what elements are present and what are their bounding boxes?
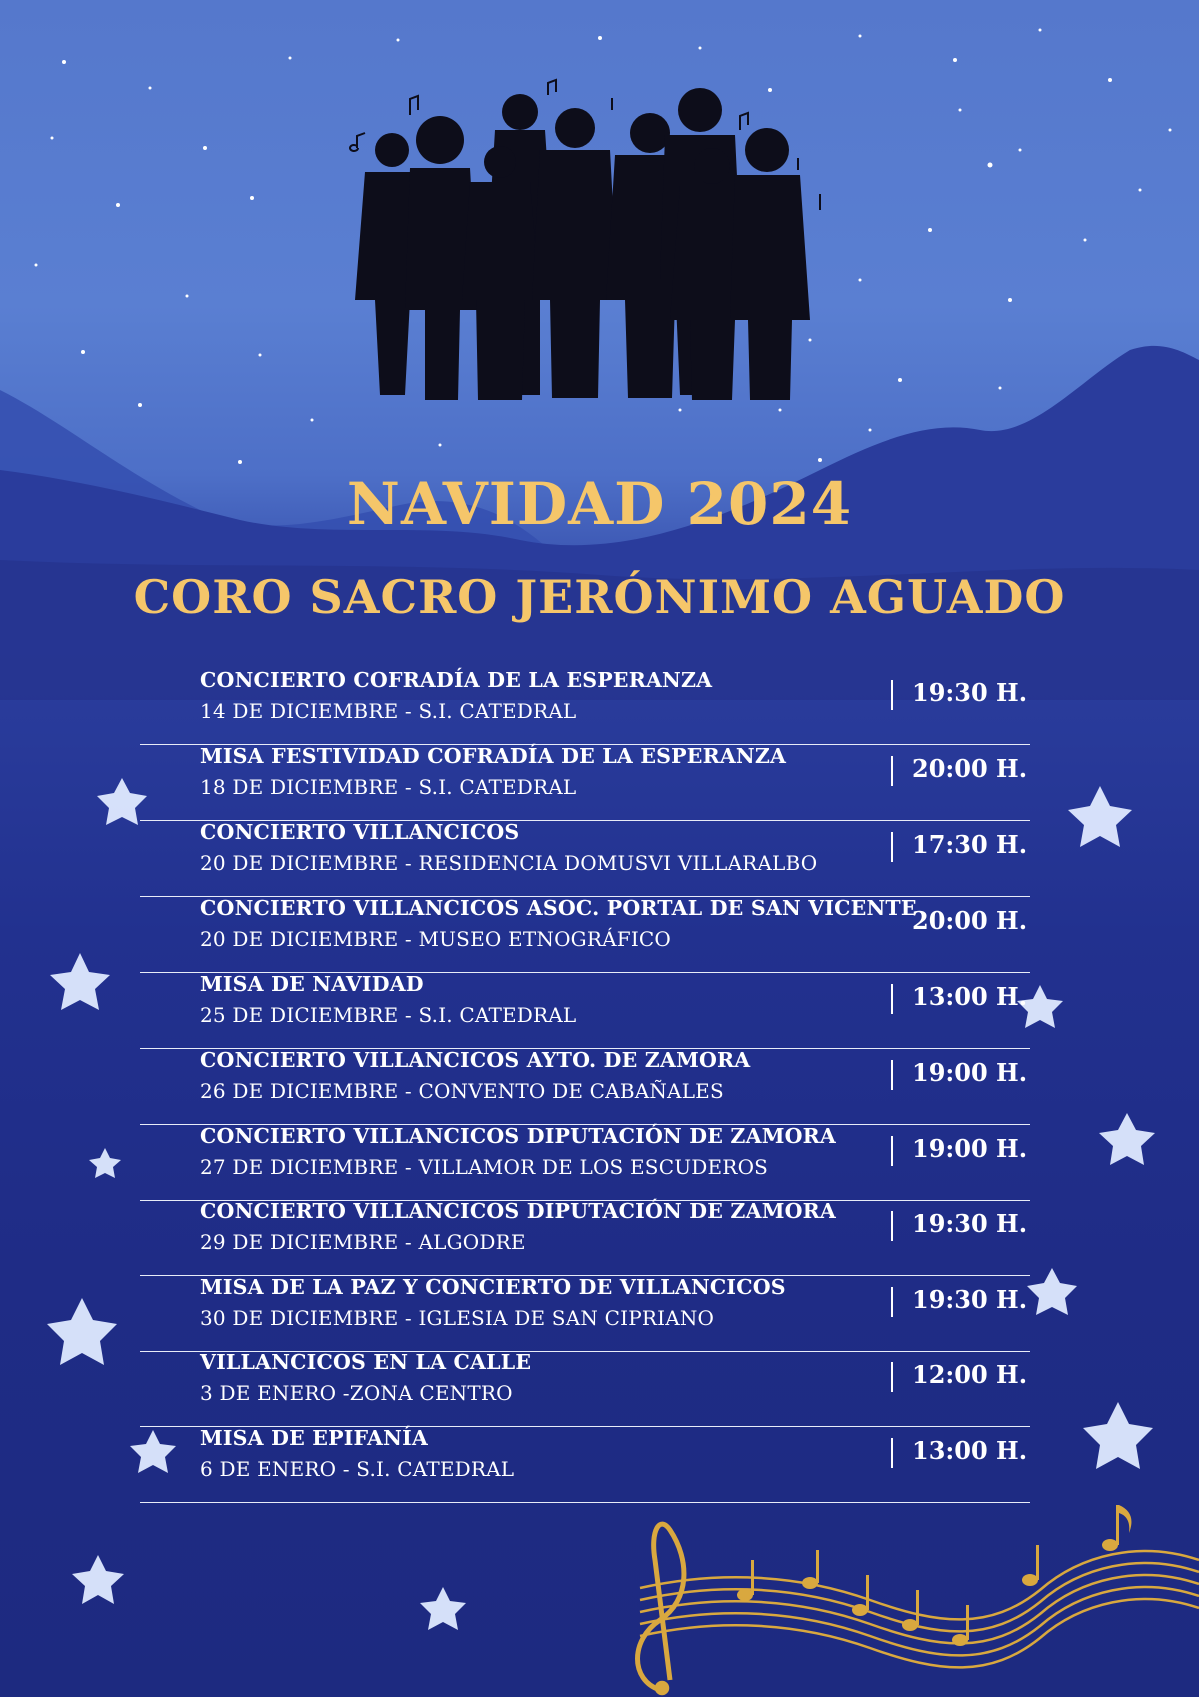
event-row <box>140 1199 1030 1276</box>
event-row <box>140 1275 1030 1352</box>
event-detail: 30 DE DICIEMBRE - IGLESIA DE SAN CIPRIANO <box>200 1306 715 1330</box>
event-detail: 25 DE DICIEMBRE - S.I. CATEDRAL <box>200 1003 577 1027</box>
event-separator <box>891 1438 893 1468</box>
event-name: MISA FESTIVIDAD COFRADÍA DE LA ESPERANZA <box>200 744 787 768</box>
event-separator <box>891 1211 893 1241</box>
event-time: 19:30 H. <box>912 1209 1028 1238</box>
event-separator <box>891 1136 893 1166</box>
event-time: 20:00 H. <box>912 906 1028 935</box>
event-time: 19:30 H. <box>912 678 1028 707</box>
event-separator <box>891 1287 893 1317</box>
event-time: 13:00 H. <box>912 982 1028 1011</box>
event-name: MISA DE NAVIDAD <box>200 972 424 996</box>
event-time: 17:30 H. <box>912 830 1028 859</box>
event-detail: 3 DE ENERO -ZONA CENTRO <box>200 1381 513 1405</box>
event-time: 19:30 H. <box>912 1285 1028 1314</box>
event-time: 12:00 H. <box>912 1360 1028 1389</box>
page-subtitle: CORO SACRO JERÓNIMO AGUADO <box>133 570 1066 624</box>
event-row <box>140 820 1030 897</box>
page-title: NAVIDAD 2024 <box>346 470 853 538</box>
event-separator <box>891 756 893 786</box>
event-name: CONCIERTO VILLANCICOS DIPUTACIÓN DE ZAMORA <box>200 1124 836 1148</box>
event-detail: 26 DE DICIEMBRE - CONVENTO DE CABAÑALES <box>200 1079 724 1103</box>
event-detail: 6 DE ENERO - S.I. CATEDRAL <box>200 1457 515 1481</box>
event-detail: 27 DE DICIEMBRE - VILLAMOR DE LOS ESCUDEROS <box>200 1155 769 1179</box>
event-time: 19:00 H. <box>912 1058 1028 1087</box>
event-name: MISA DE EPIFANÍA <box>200 1426 428 1450</box>
event-name: CONCIERTO VILLANCICOS ASOC. PORTAL DE SAN VICENTE <box>200 896 917 920</box>
event-time: 19:00 H. <box>912 1134 1028 1163</box>
event-name: VILLANCICOS EN LA CALLE <box>200 1350 532 1374</box>
event-detail: 29 DE DICIEMBRE - ALGODRE <box>200 1230 526 1254</box>
event-name: CONCIERTO VILLANCICOS DIPUTACIÓN DE ZAMORA <box>200 1199 836 1223</box>
event-row <box>140 1426 1030 1503</box>
event-separator <box>891 984 893 1014</box>
event-separator <box>891 1362 893 1392</box>
event-time: 13:00 H. <box>912 1436 1028 1465</box>
event-detail: 18 DE DICIEMBRE - S.I. CATEDRAL <box>200 775 577 799</box>
event-row <box>140 1048 1030 1125</box>
event-separator <box>891 680 893 710</box>
event-row <box>140 896 1030 973</box>
event-separator <box>891 1060 893 1090</box>
event-name: CONCIERTO VILLANCICOS <box>200 820 520 844</box>
event-row <box>140 1350 1030 1427</box>
event-name: CONCIERTO COFRADÍA DE LA ESPERANZA <box>200 668 713 692</box>
event-detail: 20 DE DICIEMBRE - MUSEO ETNOGRÁFICO <box>200 927 672 951</box>
event-detail: 20 DE DICIEMBRE - RESIDENCIA DOMUSVI VILLARALBO <box>200 851 818 875</box>
event-row <box>140 972 1030 1049</box>
event-name: CONCIERTO VILLANCICOS AYTO. DE ZAMORA <box>200 1048 751 1072</box>
event-row <box>140 1124 1030 1201</box>
event-row <box>140 744 1030 821</box>
event-separator <box>891 832 893 862</box>
event-time: 20:00 H. <box>912 754 1028 783</box>
event-detail: 14 DE DICIEMBRE - S.I. CATEDRAL <box>200 699 577 723</box>
event-name: MISA DE LA PAZ Y CONCIERTO DE VILLANCICOS <box>200 1275 786 1299</box>
event-row <box>140 668 1030 745</box>
